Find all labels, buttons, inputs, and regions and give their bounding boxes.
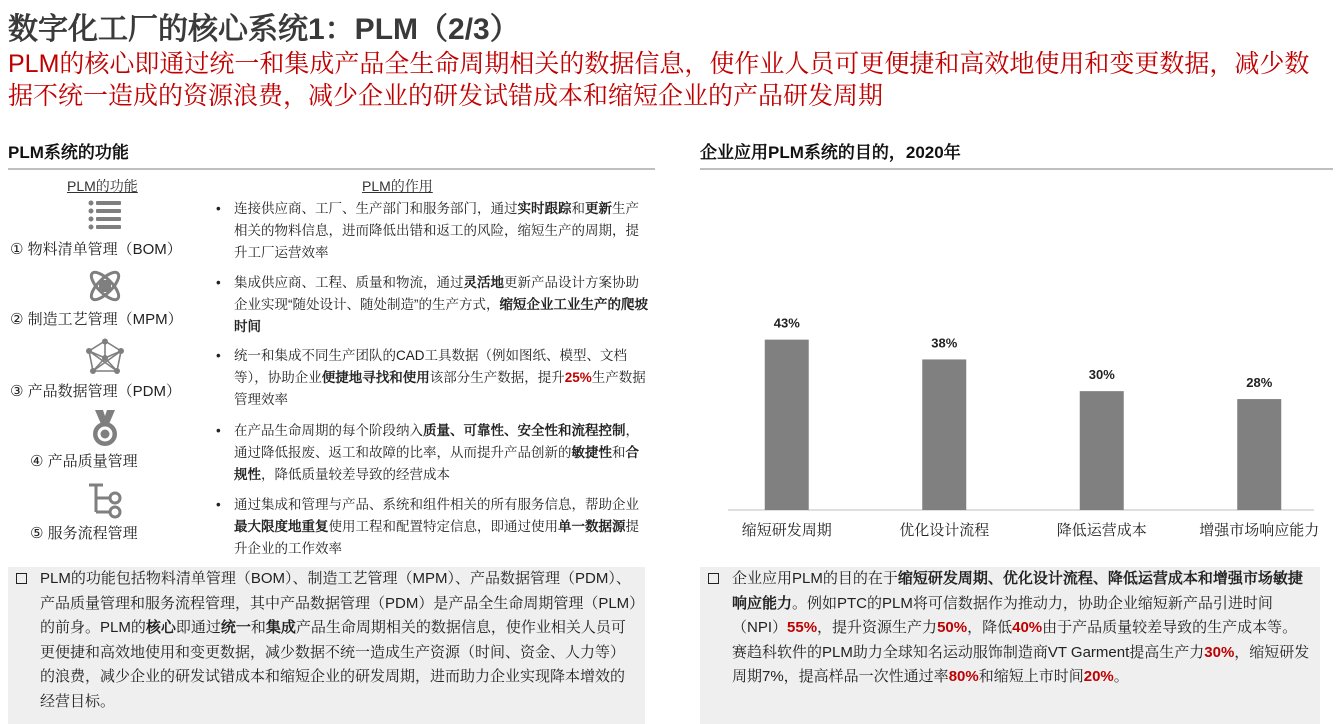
function-label: ④ 产品质量管理 bbox=[30, 453, 138, 470]
text-run: ，缩短研发周期7%，提高样品一次性通过率 bbox=[732, 643, 1310, 685]
function-item-mpm bbox=[10, 266, 200, 329]
bold-text: 更新 bbox=[585, 201, 612, 216]
text-run: 产品生命周期相关的数据信息，使作业相关人员可更便捷和高效地使用和变更数据，减少数据不统一造成生产资源（时间、资金、人力等）的浪费，减少企业的研发试错成本和缩短企业的研发周期，进而助力企业实现降本增效的经营目标。 bbox=[40, 619, 626, 710]
right-summary-box bbox=[700, 567, 1320, 724]
checkbox-square-icon bbox=[16, 573, 27, 584]
flow-icon bbox=[85, 480, 125, 520]
text-run: 和 bbox=[612, 445, 626, 460]
bold-text: 核心 bbox=[145, 619, 176, 636]
function-label: ⑤ 服务流程管理 bbox=[30, 525, 138, 542]
bold-text: 单一数据源 bbox=[558, 519, 626, 534]
left-summary-box bbox=[8, 567, 645, 724]
data-label: 38% bbox=[931, 335, 958, 351]
text-run: 和缩短上市时间 bbox=[978, 668, 1084, 685]
text-run: 该部分生产数据，提升 bbox=[429, 370, 565, 385]
role-bullet: • 统一和集成不同生产团队的CAD工具数据（例如图纸、模型、文档等），协助企业便捷地寻找和使用该部分生产数据，提升25%生产数据管理效率 bbox=[216, 348, 646, 407]
text-run: 连接供应商、工厂、生产部门和服务部门，通过 bbox=[234, 201, 518, 216]
left-section-divider bbox=[8, 168, 655, 170]
bold-text: 缩短企业工业生产的爬坡时间 bbox=[234, 297, 648, 334]
atom-icon bbox=[85, 266, 125, 306]
highlight-percent: 50% bbox=[937, 619, 968, 636]
highlight-percent: 55% bbox=[787, 619, 818, 636]
data-label: 43% bbox=[773, 315, 800, 331]
page-title: 数字化工厂的核心系统1：PLM（2/3） bbox=[8, 13, 520, 46]
medal-icon bbox=[85, 408, 125, 448]
text-run: 企业应用PLM的目的在于 bbox=[732, 570, 898, 587]
function-label: ② 制造工艺管理（MPM） bbox=[10, 311, 183, 328]
highlight-percent: 25% bbox=[564, 370, 592, 385]
text-run: 更新产品设计方案协助企业实现“随处设计、随处制造”的生产方式， bbox=[234, 275, 639, 312]
text-run: 生产数据管理效率 bbox=[234, 370, 646, 407]
text-run: 和 bbox=[571, 201, 585, 216]
highlight-percent: 40% bbox=[1012, 619, 1043, 636]
bold-text: 便捷地寻找和使用 bbox=[321, 370, 430, 385]
bold-text: 合规性 bbox=[234, 445, 639, 482]
text-run: 生产相关的物料信息，进而降低出错和返工的风险，缩短生产的周期，提升工厂运营效率 bbox=[234, 201, 639, 260]
list-icon bbox=[85, 196, 125, 236]
text-run: 在产品生命周期的每个阶段纳入 bbox=[234, 423, 423, 438]
text-run: ，降低质量较差导致的经营成本 bbox=[261, 467, 450, 482]
text-run: 。例如PTC的PLM将可信数据作为推动力，协助企业缩短新产品引进时间（NPI） bbox=[732, 594, 1273, 636]
category-label: 优化设计流程 bbox=[899, 522, 990, 539]
network-icon bbox=[85, 338, 125, 378]
text-run: 和 bbox=[250, 619, 266, 636]
bold-text: 实时跟踪 bbox=[517, 201, 572, 216]
text-run: ，提升资源生产力 bbox=[817, 619, 938, 636]
text-run: 通过集成和管理与产品、系统和组件相关的所有服务信息，帮助企业 bbox=[234, 497, 639, 512]
role-bullet: • 通过集成和管理与产品、系统和组件相关的所有服务信息，帮助企业最大限度地重复使用工程和配置特定信息，即通过使用单一数据源提升企业的工作效率 bbox=[216, 497, 639, 556]
text-run: 。 bbox=[1113, 668, 1129, 685]
bar bbox=[1237, 399, 1281, 510]
text-run: 提升企业的工作效率 bbox=[234, 519, 639, 556]
highlight-percent: 80% bbox=[948, 668, 979, 685]
roles-column-header: PLM的作用 bbox=[362, 178, 433, 194]
function-item-quality bbox=[10, 408, 200, 471]
function-label: ① 物料清单管理（BOM） bbox=[10, 241, 182, 258]
bold-text: 质量、可靠性、安全性和流程控制 bbox=[423, 423, 626, 438]
bold-text: 统一 bbox=[220, 619, 251, 636]
text-run: PLM的功能包括物料清单管理（BOM）、制造工艺管理（MPM）、产品数据管理（PDM）、产品质量管理和服务流程管理，其中产品数据管理（PDM）是产品全生命周期管理（PLM）的前身。PLM的 bbox=[40, 570, 637, 636]
function-item-pdm bbox=[10, 338, 200, 401]
function-item-service bbox=[10, 480, 200, 543]
role-bullet: • 集成供应商、工程、质量和物流，通过灵活地更新产品设计方案协助企业实现“随处设计、随处制造”的生产方式，缩短企业工业生产的爬坡时间 bbox=[216, 275, 648, 334]
bar bbox=[922, 359, 966, 510]
data-label: 28% bbox=[1246, 375, 1273, 391]
data-label: 30% bbox=[1088, 367, 1115, 383]
bold-text: 集成 bbox=[265, 619, 296, 636]
role-bullet: • 连接供应商、工厂、生产部门和服务部门，通过实时跟踪和更新生产相关的物料信息，进而降低出错和返工的风险，缩短生产的周期，提升工厂运营效率 bbox=[216, 201, 639, 260]
bold-text: 灵活地 bbox=[463, 275, 504, 290]
highlight-percent: 20% bbox=[1083, 668, 1114, 685]
text-run: 统一和集成不同生产团队的CAD工具数据（例如图纸、模型、文档等），协助企业 bbox=[234, 348, 628, 385]
highlight-percent: 30% bbox=[1204, 643, 1235, 661]
category-label: 缩短研发周期 bbox=[741, 522, 832, 539]
left-section-title: PLM系统的功能 bbox=[8, 143, 129, 162]
checkbox-square-icon bbox=[708, 573, 719, 584]
text-run: ，通过降低报废、返工和故障的比率，从而提升产品创新的 bbox=[234, 423, 639, 460]
purpose-bar-chart bbox=[700, 175, 1330, 560]
functions-column-header: PLM的功能 bbox=[67, 178, 138, 194]
text-run: ，降低 bbox=[967, 619, 1013, 636]
text-run: 由于产品质量较差导致的生产成本等。赛趋科软件的PLM助力全球知名运动服饰制造商VT Garment提高生产力 bbox=[732, 619, 1298, 661]
function-item-bom bbox=[10, 196, 200, 259]
text-run: 即通过 bbox=[175, 619, 221, 636]
category-label: 增强市场响应能力 bbox=[1199, 522, 1320, 539]
page-subtitle: PLM的核心即通过统一和集成产品全生命周期相关的数据信息，使作业人员可更便捷和高效地使用和变更数据，减少数据不统一造成的资源浪费，减少企业的研发试错成本和缩短企业的产品研发周期 bbox=[8, 50, 1310, 110]
category-label: 降低运营成本 bbox=[1056, 522, 1147, 539]
bold-text: 敏捷性 bbox=[571, 445, 612, 460]
bar bbox=[1080, 391, 1124, 510]
function-label: ③ 产品数据管理（PDM） bbox=[10, 383, 181, 400]
role-bullet: • 在产品生命周期的每个阶段纳入质量、可靠性、安全性和流程控制，通过降低报废、返工和故障的比率，从而提升产品创新的敏捷性和合规性，降低质量较差导致的经营成本 bbox=[216, 423, 639, 482]
text-run: 集成供应商、工程、质量和物流，通过 bbox=[234, 275, 464, 290]
right-section-divider bbox=[700, 168, 1333, 170]
bar bbox=[765, 340, 809, 510]
text-run: 使用工程和配置特定信息，即通过使用 bbox=[328, 519, 558, 534]
right-section-title: 企业应用PLM系统的目的，2020年 bbox=[700, 143, 961, 162]
bold-text: 最大限度地重复 bbox=[234, 519, 329, 534]
bold-text: 缩短研发周期、优化设计流程、降低运营成本和增强市场敏捷响应能力 bbox=[732, 570, 1303, 612]
